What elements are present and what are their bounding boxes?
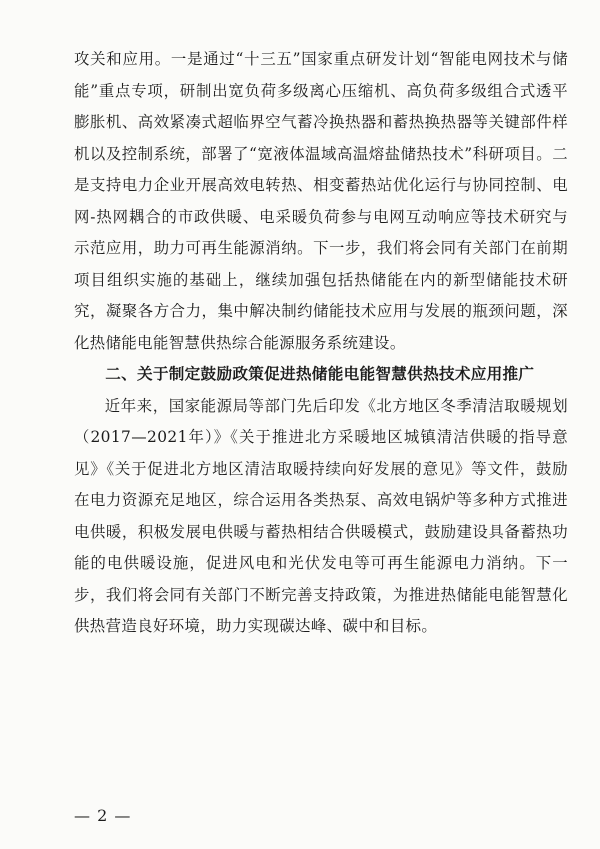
document-body [74, 44, 568, 643]
section-heading: 二、关于制定鼓励政策促进热储能电能智慧供热技术应用推广 [105, 365, 535, 383]
body-paragraph-1: 攻关和应用。一是通过“十三五”国家重点研发计划“智能电网技术与储能”重点专项，研制出宽负荷多级离心压缩机、高负荷多级组合式透平膨胀机、高效紧凑式超临界空气蓄冷换热器和蓄热换热器等关键部件样机以及控制系统，部署了“宽液体温域高温熔盐储热技术”科研项目。二是支持电力企业开展高效电转热、相变蓄热站优化运行与协同控制、电网-热网耦合的市政供暖、电采暖负荷参与电网互动响应等技术研究与示范应用，助力可再生能源消纳。下一步，我们将会同有关部门在前期项目组织实施的基础上，继续加强包括热储能在内的新型储能技术研究，凝聚各方合力，集中解决制约储能技术应用与发展的瓶颈问题，深化热储能电能智慧供热综合能源服务系统建设。 [74, 50, 568, 352]
body-paragraph-2: 近年来，国家能源局等部门先后印发《北方地区冬季清洁取暖规划（2017—2021年）》《关于推进北方采暖地区城镇清洁供暖的指导意见》《关于促进北方地区清洁取暖持续向好发展的意见》等文件，鼓励在电力资源充足地区，综合运用各类热泵、高效电锅炉等多种方式推进电供暖，积极发展电供暖与蓄热相结合供暖模式，鼓励建设具备蓄热功能的电供暖设施，促进风电和光伏发电等可再生能源电力消纳。下一步，我们将会同有关部门不断完善支持政策，为推进热储能电能智慧化供热营造良好环境，助力实现碳达峰、碳中和目标。 [74, 396, 568, 635]
page-number: — 2 — [74, 806, 132, 825]
